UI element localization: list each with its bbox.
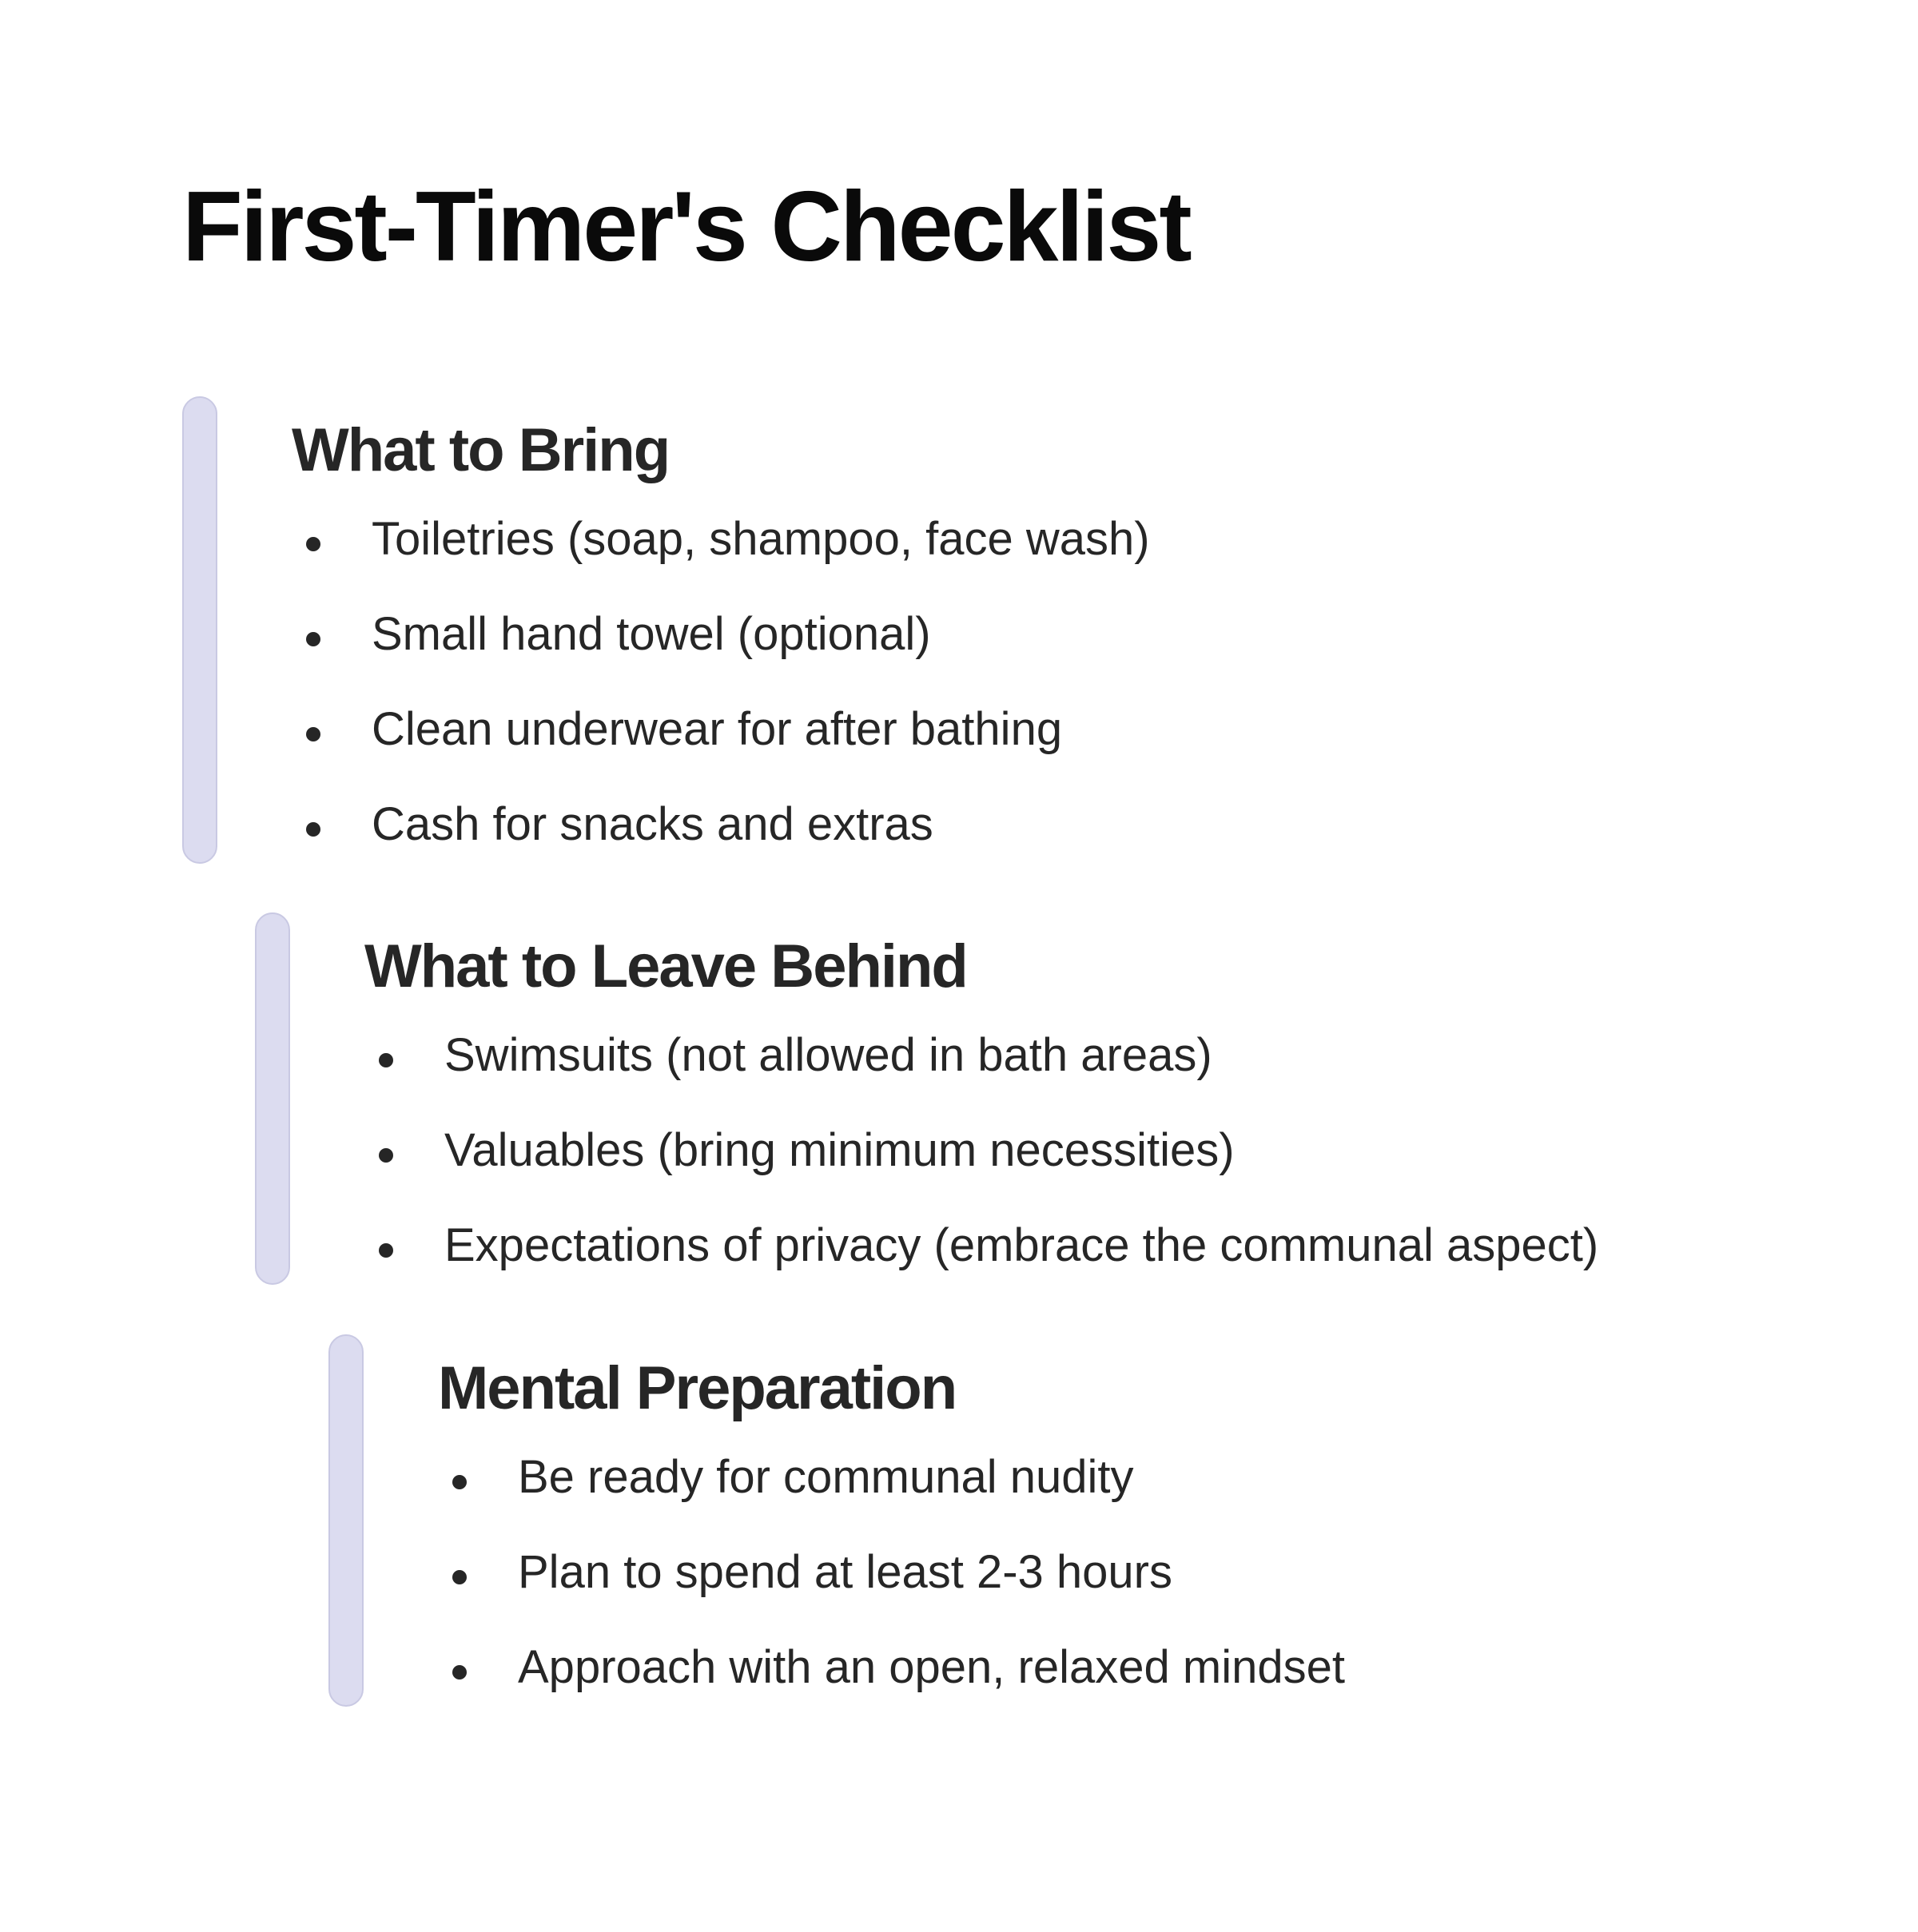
- section-accent-bar: [182, 396, 217, 864]
- bullet-icon: [452, 1570, 467, 1584]
- bullet-icon: [379, 1243, 393, 1258]
- section-heading: What to Bring: [292, 416, 670, 484]
- section-accent-bar: [328, 1334, 364, 1707]
- section-accent-bar: [255, 912, 290, 1285]
- bullet-icon: [379, 1053, 393, 1067]
- bullet-icon: [379, 1148, 393, 1163]
- section-heading: Mental Preparation: [438, 1354, 957, 1422]
- bullet-icon: [306, 727, 320, 741]
- bullet-icon: [452, 1475, 467, 1489]
- section-heading: What to Leave Behind: [364, 932, 967, 1000]
- page-title: First-Timer's Checklist: [182, 172, 1190, 282]
- bullet-icon: [452, 1665, 467, 1680]
- bullet-icon: [306, 632, 320, 646]
- bullet-icon: [306, 537, 320, 551]
- bullet-icon: [306, 822, 320, 837]
